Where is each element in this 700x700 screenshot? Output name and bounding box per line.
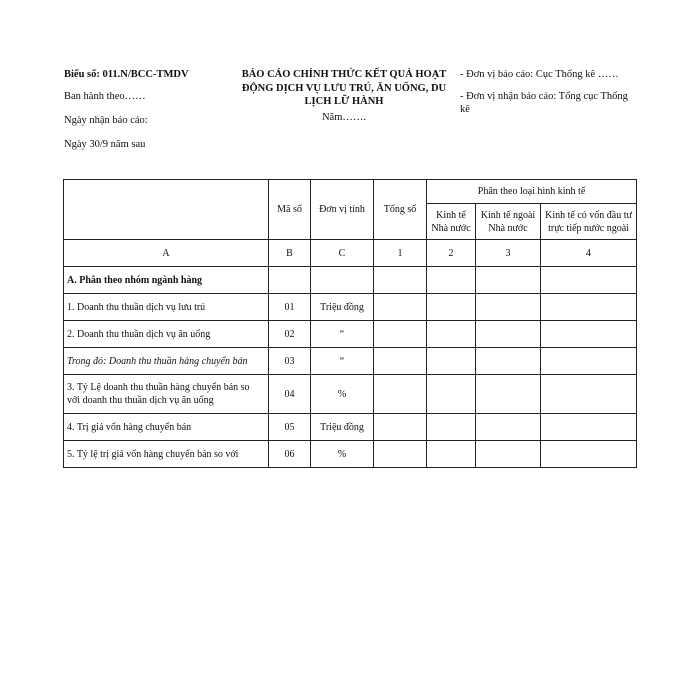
header-indicator-cell bbox=[64, 180, 269, 240]
table-row bbox=[64, 348, 637, 375]
header-economic-type: Phân theo loại hình kinh tế bbox=[427, 180, 637, 204]
header-left bbox=[64, 68, 244, 151]
row-code: 03 bbox=[269, 348, 311, 375]
row-unit: % bbox=[311, 441, 374, 468]
section-label: A. Phân theo nhóm ngành hàng bbox=[64, 267, 269, 294]
row-unit: “ bbox=[311, 348, 374, 375]
row-label: 5. Tỷ lệ trị giá vốn hàng chuyển bán so với bbox=[64, 441, 269, 468]
header-center bbox=[238, 68, 450, 124]
header-total: Tổng số bbox=[374, 180, 427, 240]
header-right bbox=[460, 68, 640, 116]
reporting-unit: - Đơn vị báo cáo: Cục Thống kê …… bbox=[460, 69, 619, 80]
row-code: 06 bbox=[269, 441, 311, 468]
row-label: Trong đó: Doanh thu thuần hàng chuyển bán bbox=[64, 348, 269, 375]
row-unit: “ bbox=[311, 321, 374, 348]
row-label: 3. Tỷ Lệ doanh thu thuần hàng chuyển bán so với doanh thu thuần dịch vụ ăn uống bbox=[64, 375, 269, 414]
issued-by: Ban hành theo…… bbox=[64, 91, 146, 102]
row-unit: Triệu đồng bbox=[311, 294, 374, 321]
header-fdi: Kinh tế có vốn đầu tư trực tiếp nước ngoài bbox=[541, 204, 637, 240]
row-label: 1. Doanh thu thuần dịch vụ lưu trú bbox=[64, 294, 269, 321]
header-non-state: Kinh tế ngoài Nhà nước bbox=[476, 204, 541, 240]
section-row bbox=[64, 267, 637, 294]
table-row bbox=[64, 321, 637, 348]
report-title: BÁO CÁO CHÍNH THỨC KẾT QUẢ HOẠT ĐỘNG DỊCH VỤ LƯU TRÚ, ĂN UỐNG, DU LỊCH LỮ HÀNH bbox=[241, 69, 447, 107]
row-code: 05 bbox=[269, 414, 311, 441]
column-number-2: 2 bbox=[427, 240, 476, 267]
received-date-label: Ngày nhận báo cáo: bbox=[64, 115, 148, 126]
row-code: 04 bbox=[269, 375, 311, 414]
form-id: Biểu số: 011.N/BCC-TMDV bbox=[64, 69, 189, 80]
row-unit: Triệu đồng bbox=[311, 414, 374, 441]
table-row bbox=[64, 294, 637, 321]
row-unit: % bbox=[311, 375, 374, 414]
row-label: 2. Doanh thu thuần dịch vụ ăn uống bbox=[64, 321, 269, 348]
row-label: 4. Trị giá vốn hàng chuyển bán bbox=[64, 414, 269, 441]
column-number-1: 1 bbox=[374, 240, 427, 267]
column-number-3: 3 bbox=[476, 240, 541, 267]
row-code: 02 bbox=[269, 321, 311, 348]
report-year: Năm……. bbox=[321, 111, 367, 123]
column-letter-c: C bbox=[311, 240, 374, 267]
table-row bbox=[64, 414, 637, 441]
header-unit: Đơn vị tính bbox=[311, 180, 374, 240]
column-letter-b: B bbox=[269, 240, 311, 267]
received-date-value: Ngày 30/9 năm sau bbox=[64, 139, 146, 150]
header-state: Kinh tế Nhà nước bbox=[427, 204, 476, 240]
row-code: 01 bbox=[269, 294, 311, 321]
table-row bbox=[64, 375, 637, 414]
column-letter-a: A bbox=[64, 240, 269, 267]
receiving-unit: - Đơn vị nhận báo cáo: Tổng cục Thống kê bbox=[460, 91, 628, 115]
header-code: Mã số bbox=[269, 180, 311, 240]
report-table bbox=[63, 179, 637, 468]
column-number-4: 4 bbox=[541, 240, 637, 267]
table-row bbox=[64, 441, 637, 468]
